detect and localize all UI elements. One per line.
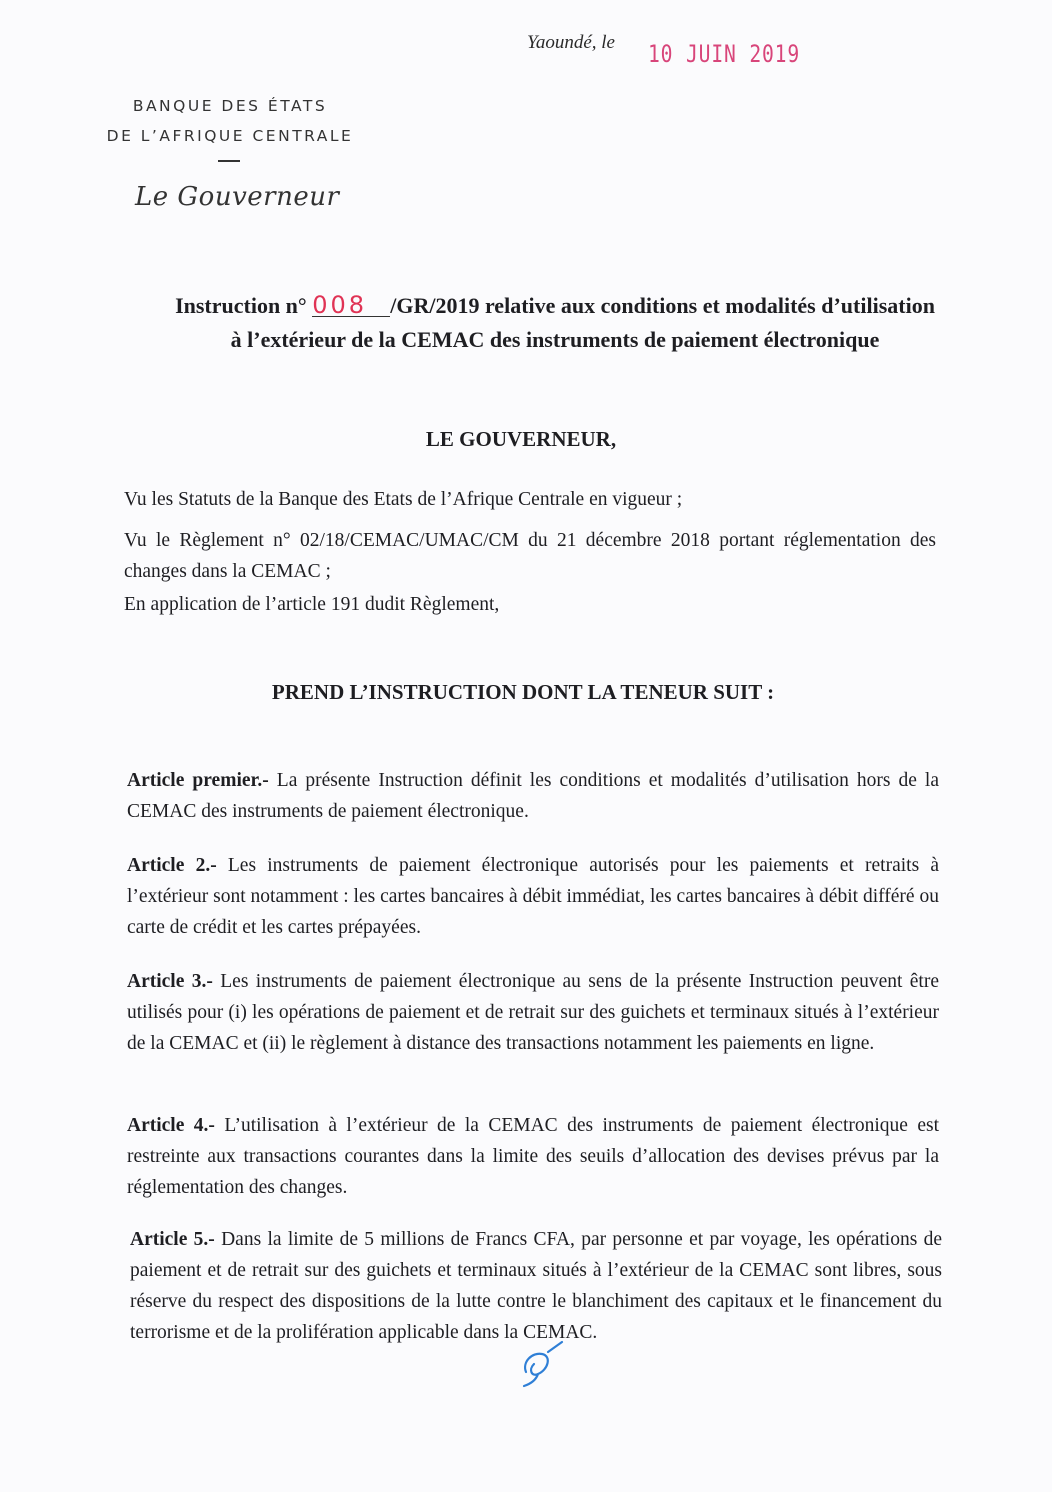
visa-3: En application de l’article 191 dudit Règlement, xyxy=(124,594,500,615)
article-1-text: La présente Instruction définit les conditions et modalités d’utilisation hors de la CEMAC des instruments de paiement électronique. xyxy=(127,770,940,822)
article-1-label: Article premier.- xyxy=(127,770,269,791)
date-stamp: 10 JUIN 2019 xyxy=(648,40,801,68)
visa-1: Vu les Statuts de la Banque des Etats de l’Afrique Centrale en vigueur ; xyxy=(124,489,683,510)
institution-name-line1: BANQUE DES ÉTATS xyxy=(132,97,328,115)
article-3 xyxy=(127,966,939,1059)
article-5 xyxy=(130,1224,942,1348)
title-line2: à l’extérieur de la CEMAC des instruments de paiement électronique xyxy=(230,327,880,352)
letterhead-divider xyxy=(218,160,240,162)
article-4 xyxy=(127,1110,939,1203)
article-5-label: Article 5.- xyxy=(130,1229,215,1250)
instruction-number: 008 xyxy=(312,294,390,317)
title-prefix: Instruction n° xyxy=(175,293,307,318)
document-title xyxy=(100,289,1010,357)
decision-heading: PREND L’INSTRUCTION DONT LA TENEUR SUIT : xyxy=(271,680,775,704)
article-3-label: Article 3.- xyxy=(127,971,213,992)
office-title: Le Gouverneur xyxy=(135,182,340,212)
article-5-text: Dans la limite de 5 millions de Francs CFA, par personne et par voyage, les opérations de paiement et de retrait sur des guichets et terminaux situés à l’extérieur de la CEMAC sont libres, sous réserve du respect des dispositions de la lutte contre le blanchiment des capitaux et le financement du terrorisme et de la prolifération applicable dans la CEMAC. xyxy=(130,1229,942,1343)
article-1 xyxy=(127,765,939,827)
article-4-label: Article 4.- xyxy=(127,1115,215,1136)
article-4-text: L’utilisation à l’extérieur de la CEMAC des instruments de paiement électronique est restreinte aux transactions courantes dans la limite des seuils d’allocation des devises prévus par la réglementation des changes. xyxy=(127,1115,940,1198)
article-2-text: Les instruments de paiement électronique autorisés pour les paiements et retraits à l’extérieur sont notamment : les cartes bancaires à débit immédiat, les cartes bancaires à débit différé ou carte de crédit et les cartes prépayées. xyxy=(127,855,940,938)
institution-name-line2: DE L’AFRIQUE CENTRALE xyxy=(106,127,354,145)
handwritten-initials xyxy=(518,1340,568,1390)
article-2 xyxy=(127,850,939,943)
place-date-prefix: Yaoundé, le xyxy=(527,32,615,53)
title-line1-rest: /GR/2019 relative aux conditions et modalités d’utilisation xyxy=(390,293,935,318)
article-2-label: Article 2.- xyxy=(127,855,217,876)
preamble-heading: LE GOUVERNEUR, xyxy=(425,427,617,451)
visa-2: Vu le Règlement n° 02/18/CEMAC/UMAC/CM du 21 décembre 2018 portant réglementation des changes dans la CEMAC ; xyxy=(124,530,936,582)
article-3-text: Les instruments de paiement électronique au sens de la présente Instruction peuvent être utilisés pour (i) les opérations de paiement et de retrait sur des guichets et terminaux situés à l’extérieur de la CEMAC et (ii) le règlement à distance des transactions notamment les paiements en ligne. xyxy=(127,971,939,1054)
